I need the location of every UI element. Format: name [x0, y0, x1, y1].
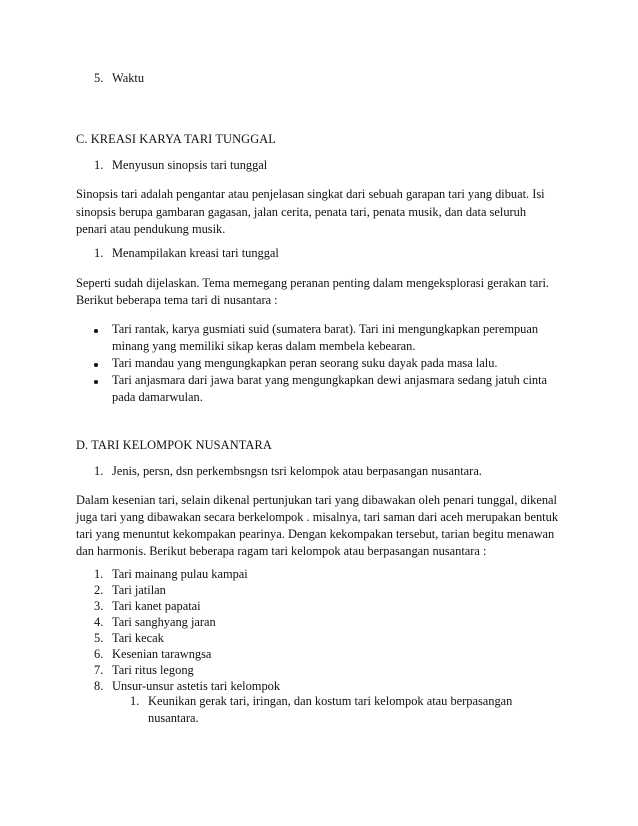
sub-list-number: 1. — [130, 694, 140, 708]
bullet-text: Tari mandau yang mengungkapkan peran seorang suku dayak pada masa lalu. — [112, 356, 498, 370]
list-item-text: Jenis, persn, dsn perkembsngsn tsri kelompok atau berpasangan nusantara. — [112, 464, 482, 478]
paragraph-line: Dalam kesenian tari, selain dikenal pertunjukan tari yang dibawakan oleh penari tunggal, dikenal — [76, 493, 558, 507]
sub-list-text: Keunikan gerak tari, iringan, dan kostum tari kelompok atau berpasangan — [148, 694, 513, 708]
list-item-text: Tari jatilan — [112, 583, 166, 597]
bullet-icon — [94, 380, 98, 384]
bullet-text: Tari anjasmara dari jawa barat yang mengungkapkan dewi anjasmara sedang jatuh cinta — [112, 373, 548, 387]
list-number: 2. — [94, 583, 104, 597]
section-heading-d: D. TARI KELOMPOK NUSANTARA — [76, 438, 272, 452]
list-item-text: Tari ritus legong — [112, 663, 194, 677]
paragraph-line: dan harmonis. Berikut beberapa ragam tari kelompok atau berpasangan nusantara : — [76, 544, 487, 558]
list-item-text: Tari sanghyang jaran — [112, 615, 216, 629]
list-item-text: Menyusun sinopsis tari tunggal — [112, 158, 268, 172]
bullet-icon — [94, 363, 98, 367]
list-number: 5. — [94, 71, 104, 85]
list-number: 5. — [94, 631, 104, 645]
list-number: 6. — [94, 647, 104, 661]
list-item-text: Menampilakan kreasi tari tunggal — [112, 246, 279, 260]
list-number: 1. — [94, 464, 104, 478]
paragraph-line: penari atau pendukung musik. — [76, 222, 226, 236]
list-number: 8. — [94, 679, 104, 693]
list-number: 3. — [94, 599, 104, 613]
list-number: 1. — [94, 567, 104, 581]
section-heading-c: C. KREASI KARYA TARI TUNGGAL — [76, 132, 276, 146]
list-item-text: Tari mainang pulau kampai — [112, 567, 248, 581]
list-item-text: Unsur-unsur astetis tari kelompok — [112, 679, 281, 693]
bullet-text: pada damarwulan. — [112, 390, 203, 404]
list-item-text: Kesenian tarawngsa — [112, 647, 212, 661]
list-number: 1. — [94, 246, 104, 260]
list-number: 1. — [94, 158, 104, 172]
paragraph-line: juga tari yang dibawakan secara berkelompok . misalnya, tari saman dari aceh merupakan bentuk — [76, 510, 559, 524]
paragraph-line: sinopsis berupa gambaran gagasan, jalan cerita, penata tari, penata musik, dan data seluruh — [76, 205, 527, 219]
paragraph-line: Seperti sudah dijelaskan. Tema memegang peranan penting dalam mengeksplorasi gerakan tari. — [76, 276, 550, 290]
list-number: 4. — [94, 615, 104, 629]
list-item-text: Waktu — [112, 71, 145, 85]
bullet-text: Tari rantak, karya gusmiati suid (sumatera barat). Tari ini mengungkapkan perempuan — [112, 322, 539, 336]
list-number: 7. — [94, 663, 104, 677]
sub-list-text: nusantara. — [148, 711, 199, 725]
paragraph-line: tari yang menuntut kekompakan pearinya. Dengan kekompakan tersebut, tarian begitu menawan — [76, 527, 555, 541]
list-item-text: Tari kanet papatai — [112, 599, 201, 613]
bullet-text: minang yang memiliki sikap keras dalam membela kebearan. — [112, 339, 416, 353]
list-item-text: Tari kecak — [112, 631, 164, 645]
bullet-icon — [94, 329, 98, 333]
paragraph-line: Sinopsis tari adalah pengantar atau penjelasan singkat dari sebuah garapan tari yang dibuat. Isi — [76, 187, 545, 201]
paragraph-line: Berikut beberapa tema tari di nusantara : — [76, 293, 278, 307]
